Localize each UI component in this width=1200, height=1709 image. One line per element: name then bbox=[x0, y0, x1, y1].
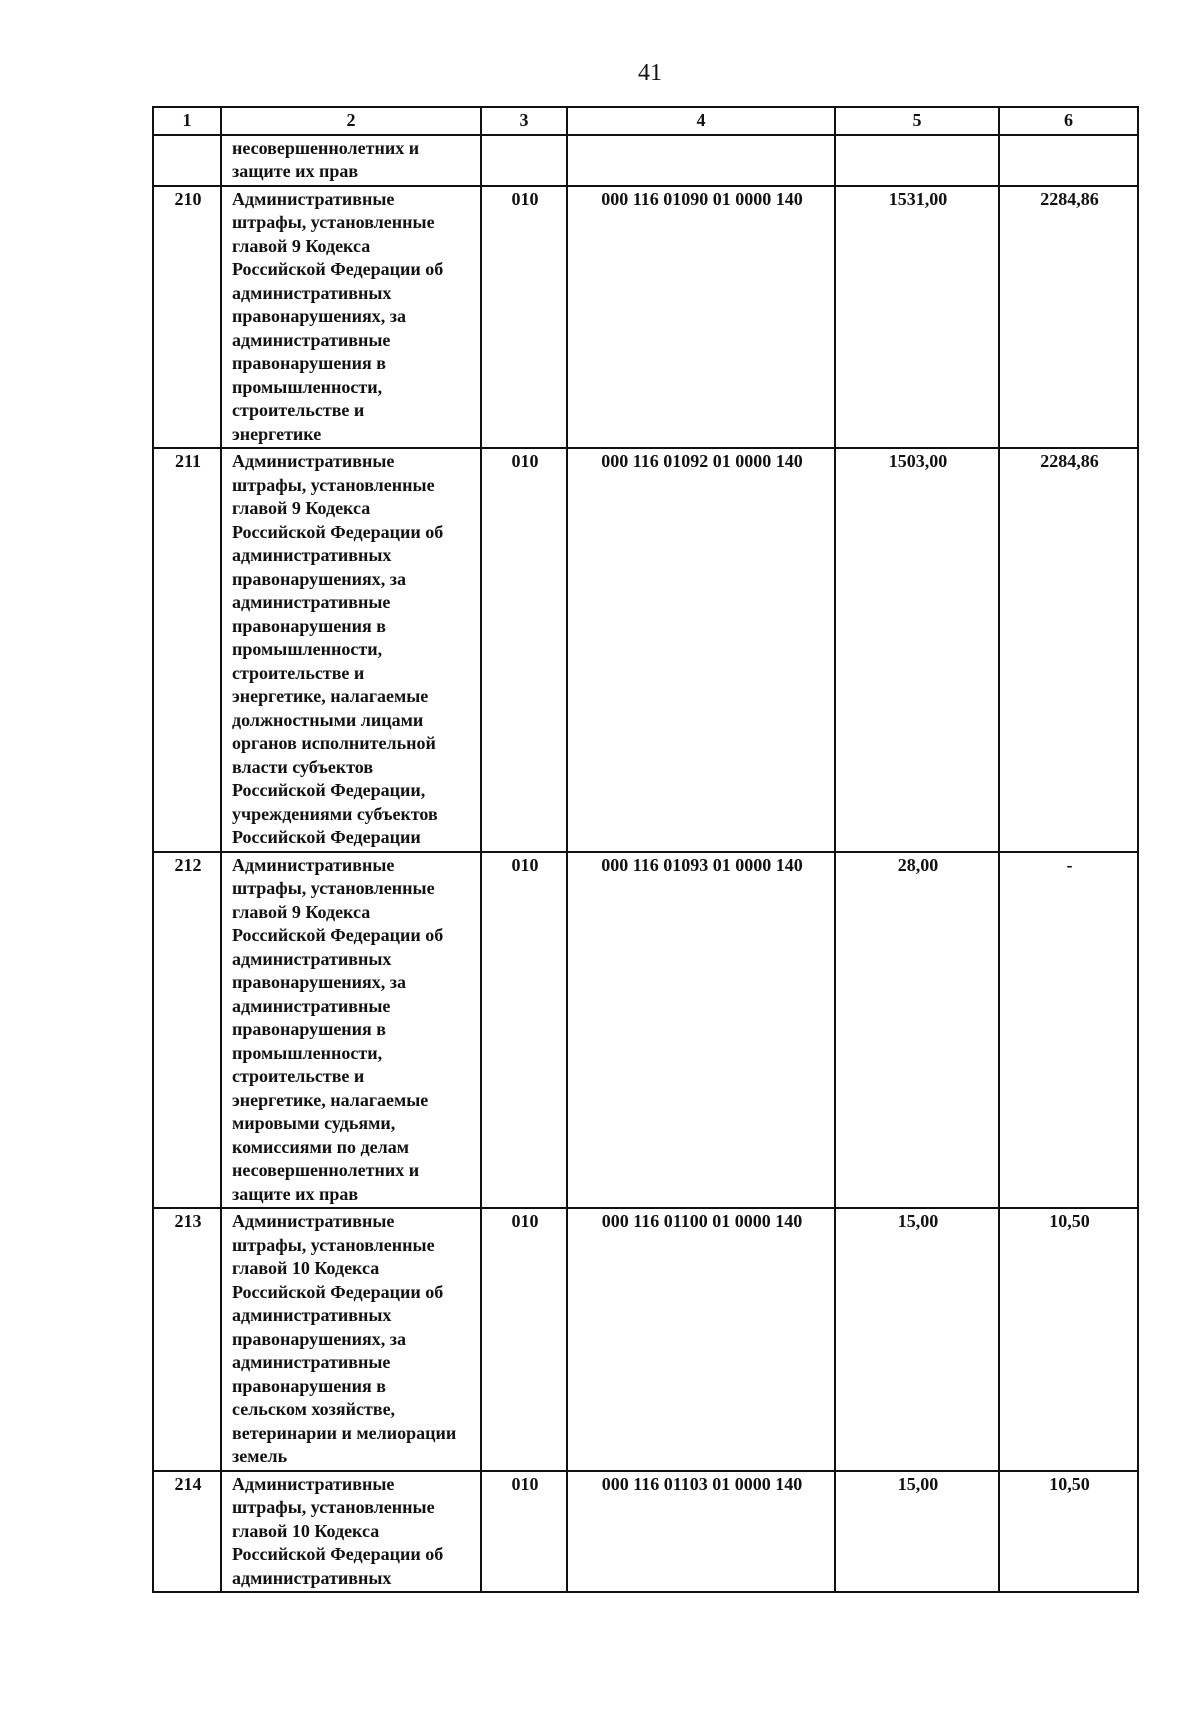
row-admin-code: 010 bbox=[481, 1471, 567, 1593]
row-admin-code: 010 bbox=[481, 852, 567, 1209]
table-row bbox=[153, 1208, 1138, 1471]
row-value-col6: 10,50 bbox=[999, 1471, 1138, 1593]
row-description bbox=[221, 135, 481, 186]
row-budget-classification-code: 000 116 01093 01 0000 140 bbox=[567, 852, 835, 1209]
row-value-col6: 2284,86 bbox=[999, 448, 1138, 852]
description-line: строительстве и bbox=[232, 400, 365, 420]
description-line: правонарушениях, за bbox=[232, 306, 407, 326]
description-line: Административные bbox=[232, 188, 395, 209]
description-line: административных bbox=[232, 282, 392, 303]
column-header-1: 1 bbox=[153, 107, 221, 135]
description-line: земель bbox=[232, 1446, 288, 1466]
description-line: защите их прав bbox=[232, 1183, 359, 1204]
description-line: Российской Федерации об bbox=[232, 521, 444, 542]
row-description bbox=[221, 448, 481, 852]
budget-table bbox=[152, 106, 1139, 1593]
row-description bbox=[221, 1471, 481, 1593]
description-line: Российской Федерации bbox=[232, 827, 421, 847]
description-line: административные bbox=[232, 592, 391, 612]
description-line: должностными лицами bbox=[232, 709, 424, 730]
description-line: ветеринарии и мелиорации bbox=[232, 1422, 457, 1443]
row-value-col5: 15,00 bbox=[835, 1208, 999, 1471]
row-description bbox=[221, 1208, 481, 1471]
row-value-col5 bbox=[835, 135, 999, 186]
row-value-col6: 2284,86 bbox=[999, 186, 1138, 449]
description-line: главой 9 Кодекса bbox=[232, 901, 371, 922]
description-line: административных bbox=[232, 1567, 392, 1588]
description-line: штрафы, установленные bbox=[232, 212, 435, 232]
description-line: несовершеннолетних и bbox=[232, 1160, 420, 1180]
description-line: комиссиями по делам bbox=[232, 1136, 409, 1157]
description-line: главой 9 Кодекса bbox=[232, 235, 371, 256]
row-value-col5: 15,00 bbox=[835, 1471, 999, 1593]
row-value-col5: 1531,00 bbox=[835, 186, 999, 449]
description-line: Российской Федерации об bbox=[232, 1544, 444, 1564]
page-number: 41 bbox=[638, 60, 662, 86]
description-line: административных bbox=[232, 1305, 392, 1325]
description-line: промышленности, bbox=[232, 639, 383, 659]
description-line: Российской Федерации об bbox=[232, 1281, 444, 1302]
description-line: сельском хозяйстве, bbox=[232, 1399, 396, 1419]
table-row bbox=[153, 448, 1138, 852]
description-line: энергетике, налагаемые bbox=[232, 1089, 429, 1110]
row-budget-classification-code bbox=[567, 135, 835, 186]
column-header-5: 5 bbox=[835, 107, 999, 135]
description-line: Российской Федерации, bbox=[232, 780, 426, 800]
description-line: правонарушения в bbox=[232, 1019, 387, 1039]
description-line: правонарушениях, за bbox=[232, 972, 407, 992]
description-line: Административные bbox=[232, 1211, 395, 1231]
description-line: строительстве и bbox=[232, 1066, 365, 1086]
description-line: административные bbox=[232, 329, 391, 350]
description-line: административные bbox=[232, 1352, 391, 1372]
description-line: административные bbox=[232, 995, 391, 1016]
description-line: главой 9 Кодекса bbox=[232, 498, 371, 518]
description-line: энергетике bbox=[232, 423, 322, 444]
description-line: Российской Федерации об bbox=[232, 925, 444, 945]
description-line: Административные bbox=[232, 451, 395, 471]
table-header-row bbox=[153, 107, 1138, 135]
description-line: органов исполнительной bbox=[232, 733, 436, 753]
column-header-6: 6 bbox=[999, 107, 1138, 135]
table-row bbox=[153, 1471, 1138, 1593]
description-line: административных bbox=[232, 545, 392, 565]
row-number: 212 bbox=[153, 852, 221, 1209]
description-line: мировыми судьями, bbox=[232, 1113, 396, 1133]
description-line: правонарушениях, за bbox=[232, 1328, 407, 1349]
description-line: административных bbox=[232, 948, 392, 969]
row-value-col6: 10,50 bbox=[999, 1208, 1138, 1471]
description-line: энергетике, налагаемые bbox=[232, 686, 429, 706]
description-line: главой 10 Кодекса bbox=[232, 1258, 380, 1278]
column-header-2: 2 bbox=[221, 107, 481, 135]
description-line: Российской Федерации об bbox=[232, 259, 444, 279]
description-line: строительстве и bbox=[232, 662, 365, 683]
row-description bbox=[221, 186, 481, 449]
row-admin-code: 010 bbox=[481, 448, 567, 852]
description-line: учреждениями субъектов bbox=[232, 803, 438, 824]
row-number: 214 bbox=[153, 1471, 221, 1593]
description-line: главой 10 Кодекса bbox=[232, 1520, 380, 1541]
description-line: штрафы, установленные bbox=[232, 878, 435, 898]
row-value-col5: 1503,00 bbox=[835, 448, 999, 852]
description-line: штрафы, установленные bbox=[232, 1497, 435, 1517]
row-number bbox=[153, 135, 221, 186]
row-budget-classification-code: 000 116 01100 01 0000 140 bbox=[567, 1208, 835, 1471]
description-line: Административные bbox=[232, 1473, 395, 1494]
description-line: власти субъектов bbox=[232, 756, 374, 777]
table-row bbox=[153, 852, 1138, 1209]
description-line: правонарушения в bbox=[232, 353, 387, 373]
description-line: штрафы, установленные bbox=[232, 1234, 435, 1255]
row-value-col6: - bbox=[999, 852, 1138, 1209]
description-line: защите их прав bbox=[232, 161, 359, 181]
description-line: правонарушения в bbox=[232, 1375, 387, 1396]
description-line: промышленности, bbox=[232, 1042, 383, 1063]
row-budget-classification-code: 000 116 01090 01 0000 140 bbox=[567, 186, 835, 449]
row-number: 211 bbox=[153, 448, 221, 852]
column-header-4: 4 bbox=[567, 107, 835, 135]
column-header-3: 3 bbox=[481, 107, 567, 135]
table-body bbox=[153, 135, 1138, 1593]
description-line: правонарушения в bbox=[232, 615, 387, 636]
row-description bbox=[221, 852, 481, 1209]
description-line: Административные bbox=[232, 854, 395, 875]
row-admin-code: 010 bbox=[481, 186, 567, 449]
row-number: 213 bbox=[153, 1208, 221, 1471]
table-row bbox=[153, 135, 1138, 186]
row-value-col5: 28,00 bbox=[835, 852, 999, 1209]
description-line: несовершеннолетних и bbox=[232, 137, 420, 158]
row-number: 210 bbox=[153, 186, 221, 449]
description-line: правонарушениях, за bbox=[232, 568, 407, 589]
description-line: промышленности, bbox=[232, 376, 383, 397]
row-budget-classification-code: 000 116 01092 01 0000 140 bbox=[567, 448, 835, 852]
description-line: штрафы, установленные bbox=[232, 474, 435, 495]
row-admin-code bbox=[481, 135, 567, 186]
row-admin-code: 010 bbox=[481, 1208, 567, 1471]
row-value-col6 bbox=[999, 135, 1138, 186]
row-budget-classification-code: 000 116 01103 01 0000 140 bbox=[567, 1471, 835, 1593]
table-row bbox=[153, 186, 1138, 449]
